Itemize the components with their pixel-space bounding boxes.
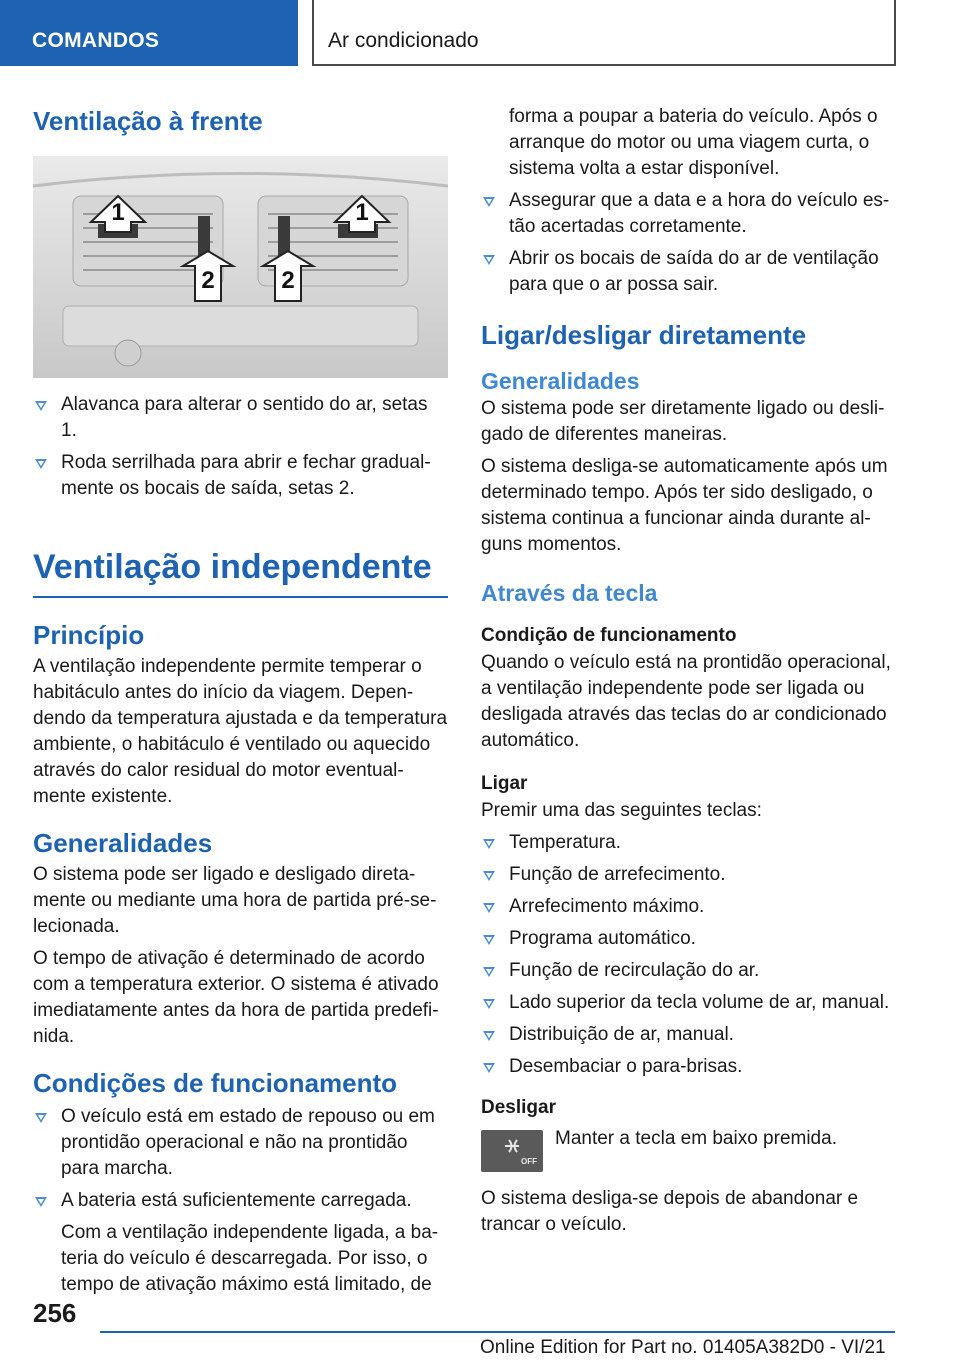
triangle-bullet-icon (35, 1113, 47, 1123)
section-title: Ar condicionado (328, 29, 479, 52)
footer-divider (100, 1331, 895, 1333)
triangle-bullet-icon (483, 197, 495, 207)
off-key-text: Manter a tecla em baixo premida. (555, 1128, 837, 1149)
list-item: A bateria está suficientemente carregada. (33, 1188, 448, 1214)
list-item: Função de recirculação do ar. (481, 958, 896, 984)
on-title: Ligar (481, 773, 528, 794)
via-key-title: Através da tecla (481, 580, 658, 606)
triangle-bullet-icon (35, 1197, 47, 1207)
svg-text:OFF: OFF (521, 1157, 537, 1166)
list-item: Distribuição de ar, manual. (481, 1022, 896, 1048)
figure-label-1a: 1 (111, 199, 125, 226)
list-item: Abrir os bocais de saída do ar de ventilação para que o ar possa sair. (481, 246, 896, 298)
triangle-bullet-icon (483, 903, 495, 913)
off-key-row (481, 1130, 896, 1172)
on-list (481, 830, 896, 1080)
condition-text: Quando o veículo está na prontidão operacional, a ventilação independente pode ser ligada ou desligada através das teclas do ar condicionado automático. (481, 652, 891, 751)
general-text-2: O tempo de ativação é determinado de acordo com a temperatura exterior. O sistema é ativado imediatamente antes da hora de partida predefi-nida. (33, 948, 439, 1047)
principle-text: A ventilação independente permite temperar o habitáculo antes do início da viagem. Depen-dendo da temperatura ajustada e da temperatura ambiente, o habitáculo é ventilado ou aquecido através do calor residual do motor eventual-mente existente. (33, 656, 448, 807)
conditions-continuation: Com a ventilação independente ligada, a ba-teria do veículo é descarregada. Por isso, o tempo de ativação máximo está limitado, de (61, 1222, 439, 1295)
vent-front-title: Ventilação à frente (33, 106, 263, 136)
list-item: Arrefecimento máximo. (481, 894, 896, 920)
conditions-title: Condições de funcionamento (33, 1068, 398, 1098)
principle-title: Princípio (33, 620, 145, 650)
independent-title: Ventilação independente (33, 546, 448, 598)
figure-label-2a: 2 (201, 267, 215, 294)
chapter-label: COMANDOS (32, 29, 160, 52)
general-title: Generalidades (481, 368, 640, 394)
edition-text: Online Edition for Part no. 01405A382D0 - VI/21 (480, 1337, 886, 1358)
triangle-bullet-icon (483, 1063, 495, 1073)
list-item: O veículo está em estado de repouso ou em prontidão operacional e não na prontidão para marcha. (33, 1104, 448, 1182)
vent-front-list (33, 392, 448, 502)
vent-figure (33, 156, 448, 378)
list-item: Programa automático. (481, 926, 896, 952)
triangle-bullet-icon (483, 839, 495, 849)
triangle-bullet-icon (483, 999, 495, 1009)
direct-title: Ligar/desligar diretamente (481, 320, 807, 350)
triangle-bullet-icon (483, 935, 495, 945)
off-text: O sistema desliga-se depois de abandonar e trancar o veículo. (481, 1188, 859, 1235)
left-column (33, 96, 448, 1298)
list-item: Assegurar que a data e a hora do veículo es-tão acertadas corretamente. (481, 188, 896, 240)
list-item: Roda serrilhada para abrir e fechar gradual-mente os bocais de saída, setas 2. (33, 450, 448, 502)
list-item: Temperatura. (481, 830, 896, 856)
triangle-bullet-icon (35, 401, 47, 411)
top-list (481, 188, 896, 298)
triangle-bullet-icon (483, 967, 495, 977)
list-item: Alavanca para alterar o sentido do ar, setas 1. (33, 392, 448, 444)
vent-photo (33, 156, 448, 378)
section-header (312, 0, 896, 66)
ventilation-off-key-icon (481, 1130, 543, 1172)
general-text-1: O sistema pode ser diretamente ligado ou desli-gado de diferentes maneiras. (481, 398, 885, 445)
triangle-bullet-icon (483, 1031, 495, 1041)
list-item: Lado superior da tecla volume de ar, manual. (481, 990, 896, 1016)
off-title: Desligar (481, 1097, 556, 1118)
page-number: 256 (33, 1298, 77, 1328)
list-item: Desembaciar o para-brisas. (481, 1054, 896, 1080)
figure-label-1b: 1 (355, 199, 369, 226)
general-text-2: O sistema desliga-se automaticamente após um determinado tempo. Após ter sido desligado, o sistema continua a funcionar ainda durante al-guns momentos. (481, 456, 888, 555)
list-item: Função de arrefecimento. (481, 862, 896, 888)
triangle-bullet-icon (483, 871, 495, 881)
condition-title: Condição de funcionamento (481, 625, 737, 646)
triangle-bullet-icon (483, 255, 495, 265)
conditions-list (33, 1104, 448, 1214)
right-column (481, 96, 896, 1238)
continuation-text: forma a poupar a bateria do veículo. Após o arranque do motor ou uma viagem curta, o sistema volta a estar disponível. (509, 106, 878, 179)
general-text-1: O sistema pode ser ligado e desligado direta-mente ou mediante uma hora de partida pré-se-lecionada. (33, 864, 437, 937)
triangle-bullet-icon (35, 459, 47, 469)
on-text: Premir uma das seguintes teclas: (481, 800, 762, 821)
figure-label-2b: 2 (281, 267, 295, 294)
chapter-tab (0, 0, 298, 66)
general-title: Generalidades (33, 828, 213, 858)
